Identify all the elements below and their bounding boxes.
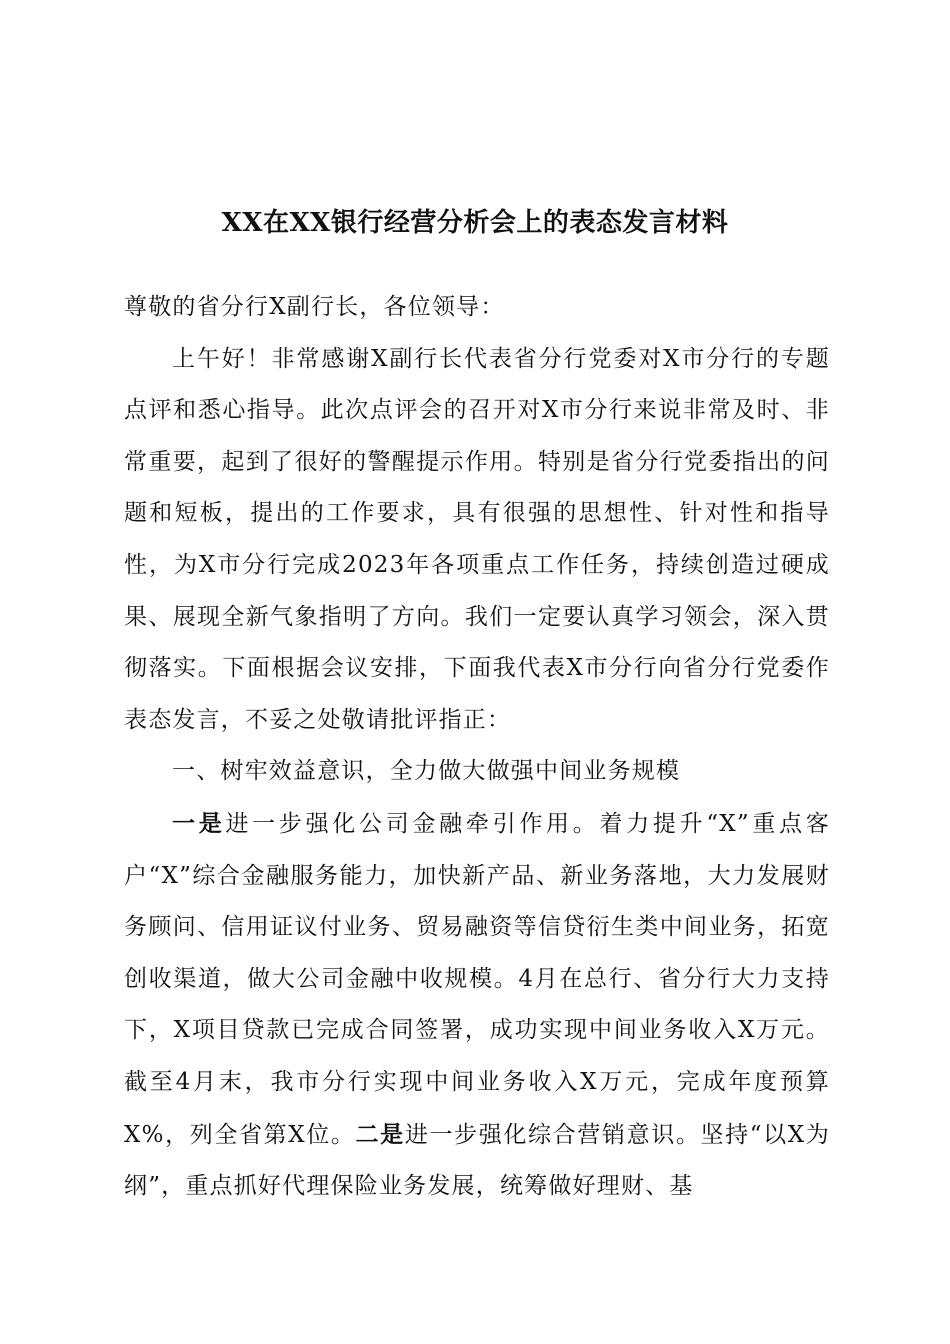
document-title: XX在XX银行经营分析会上的表态发言材料: [221, 208, 729, 238]
point-one-lead: 一是: [172, 809, 226, 837]
section-heading: 一、树牢效益意识，全力做大做强中间业务规模: [172, 758, 681, 785]
point-two-lead: 二是: [355, 1120, 405, 1148]
salutation: 尊敬的省分行X副行长，各位领导：: [124, 294, 505, 320]
opening-paragraph: 上午好！非常感谢X副行长代表省分行党委对X市分行的专题点评和悉心指导。此次点评会的召开对X市分行来说非常及时、非常重要，起到了很好的警醒提示作用。特别是省分行党委指出的问题和短板，提出的工作要求，具有很强的思想性、针对性和指导性，为X市分行完成2023年各项重点工作任务，持续创造过硬成果、展现全新气象指明了方向。我们一定要认真学习领会，深入贯彻落实。下面根据会议安排，下面我代表X市分行向省分行党委作表态发言，不妥之处敬请批评指正：: [124, 345, 830, 733]
point-two-text: 进一步强化综合营销意识。坚持“以X为纲”，重点抓好代理保险业务发展，统筹做好理财、基: [124, 1121, 830, 1200]
document-body: [124, 282, 830, 1213]
point-one-text: 进一步强化公司金融牵引作用。着力提升“X”重点客户“X”综合金融服务能力，加快新产品、新业务落地，大力发展财务顾问、信用证议付业务、贸易融资等信贷衍生类中间业务，拓宽创收渠道，做大公司金融中收规模。4月在总行、省分行大力支持下，X项目贷款已完成合同签署，成功实现中间业务收入X万元。截至4月末，我市分行实现中间业务收入X万元，完成年度预算X%，列全省第X位。: [124, 810, 830, 1148]
point-paragraph: [124, 798, 830, 1213]
